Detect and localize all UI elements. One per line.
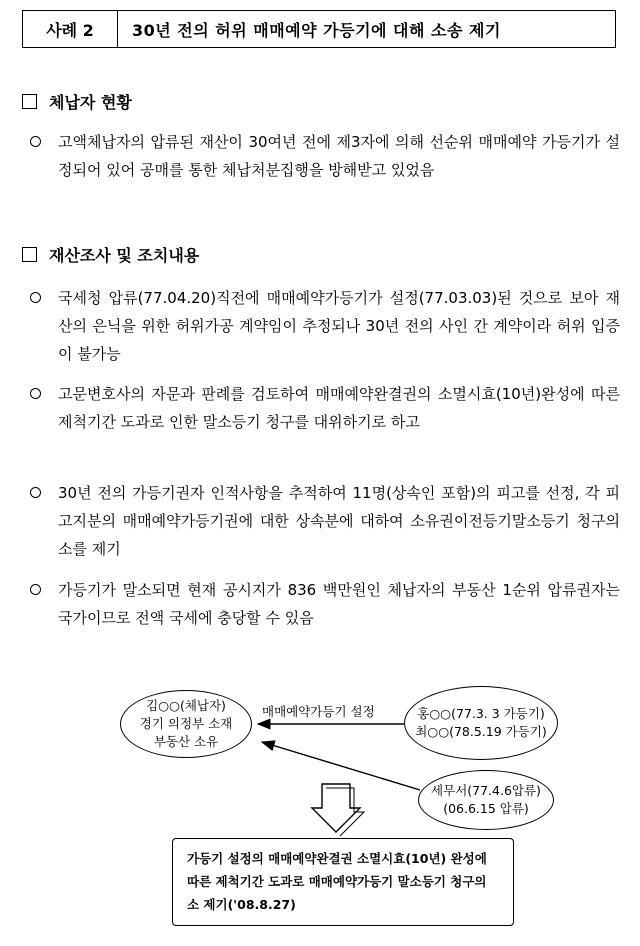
taxpayer-name: 김○○(체납자)	[146, 698, 226, 713]
list-item-text: 고액체납자의 압류된 재산이 30여년 전에 제3자에 의해 선순위 매매예약 가등기가 설정되어 있어 공매를 통한 체납처분집행을 방해받고 있었음	[58, 133, 620, 179]
holder-1: 홍○○(77.3. 3 가등기)	[417, 706, 545, 721]
section-heading-text: 재산조사 및 조치내용	[49, 246, 200, 265]
case-title: 30년 전의 허위 매매예약 가등기에 대해 소송 제기	[132, 20, 501, 40]
list-item-text: 고문변호사의 자문과 판례를 검토하여 매매예약완결권의 소멸시효(10년)완성에 따른 제척기간 도과로 인한 말소등기 청구를 대위하기로 하고	[58, 385, 620, 431]
holders-ellipse	[404, 686, 558, 760]
office-seizure-2: (06.6.15 압류)	[443, 801, 529, 816]
office-seizure-1: 세무서(77.4.6압류)	[431, 783, 541, 798]
section-heading-text: 체납자 현황	[49, 93, 132, 112]
tax-office-ellipse	[418, 770, 554, 830]
taxpayer-location: 경기 의정부 소재	[139, 716, 233, 731]
case-label: 사례 2	[23, 11, 118, 47]
down-arrow-icon	[312, 784, 360, 832]
holder-2: 최○○(78.5.19 가등기)	[415, 724, 547, 739]
taxpayer-property: 부동산 소유	[153, 734, 219, 749]
result-text: 가등기 설정의 매매예약완결권 소멸시효(10년) 완성에 따른 제척기간 도과로 매매예약가등기 말소등기 청구의 소 제기('08.8.27)	[187, 851, 487, 912]
taxpayer-ellipse	[120, 690, 252, 758]
arrow-office-to-taxpayer	[262, 742, 420, 790]
result-box	[172, 838, 514, 926]
list-item-text: 국세청 압류(77.04.20)직전에 매매예약가등기가 설정(77.03.03)된 것으로 보아 재산의 은닉을 위한 허위가공 계약임이 추정되나 30년 전의 사인 간 계약이라 허위 입증이 불가능	[58, 289, 620, 363]
list-item-text: 가등기가 말소되면 현재 공시지가 836 백만원인 체납자의 부동산 1순위 압류권자는 국가이므로 전액 국세에 충당할 수 있음	[58, 581, 620, 627]
list-item-text: 30년 전의 가등기권자 인적사항을 추적하여 11명(상속인 포함)의 피고를 선정, 각 피고지분의 매매예약가등기권에 대한 상속분에 대하여 소유권이전등기말소등기 청구의 소를 제기	[58, 484, 620, 558]
arrow-label: 매매예약가등기 설정	[262, 704, 375, 719]
